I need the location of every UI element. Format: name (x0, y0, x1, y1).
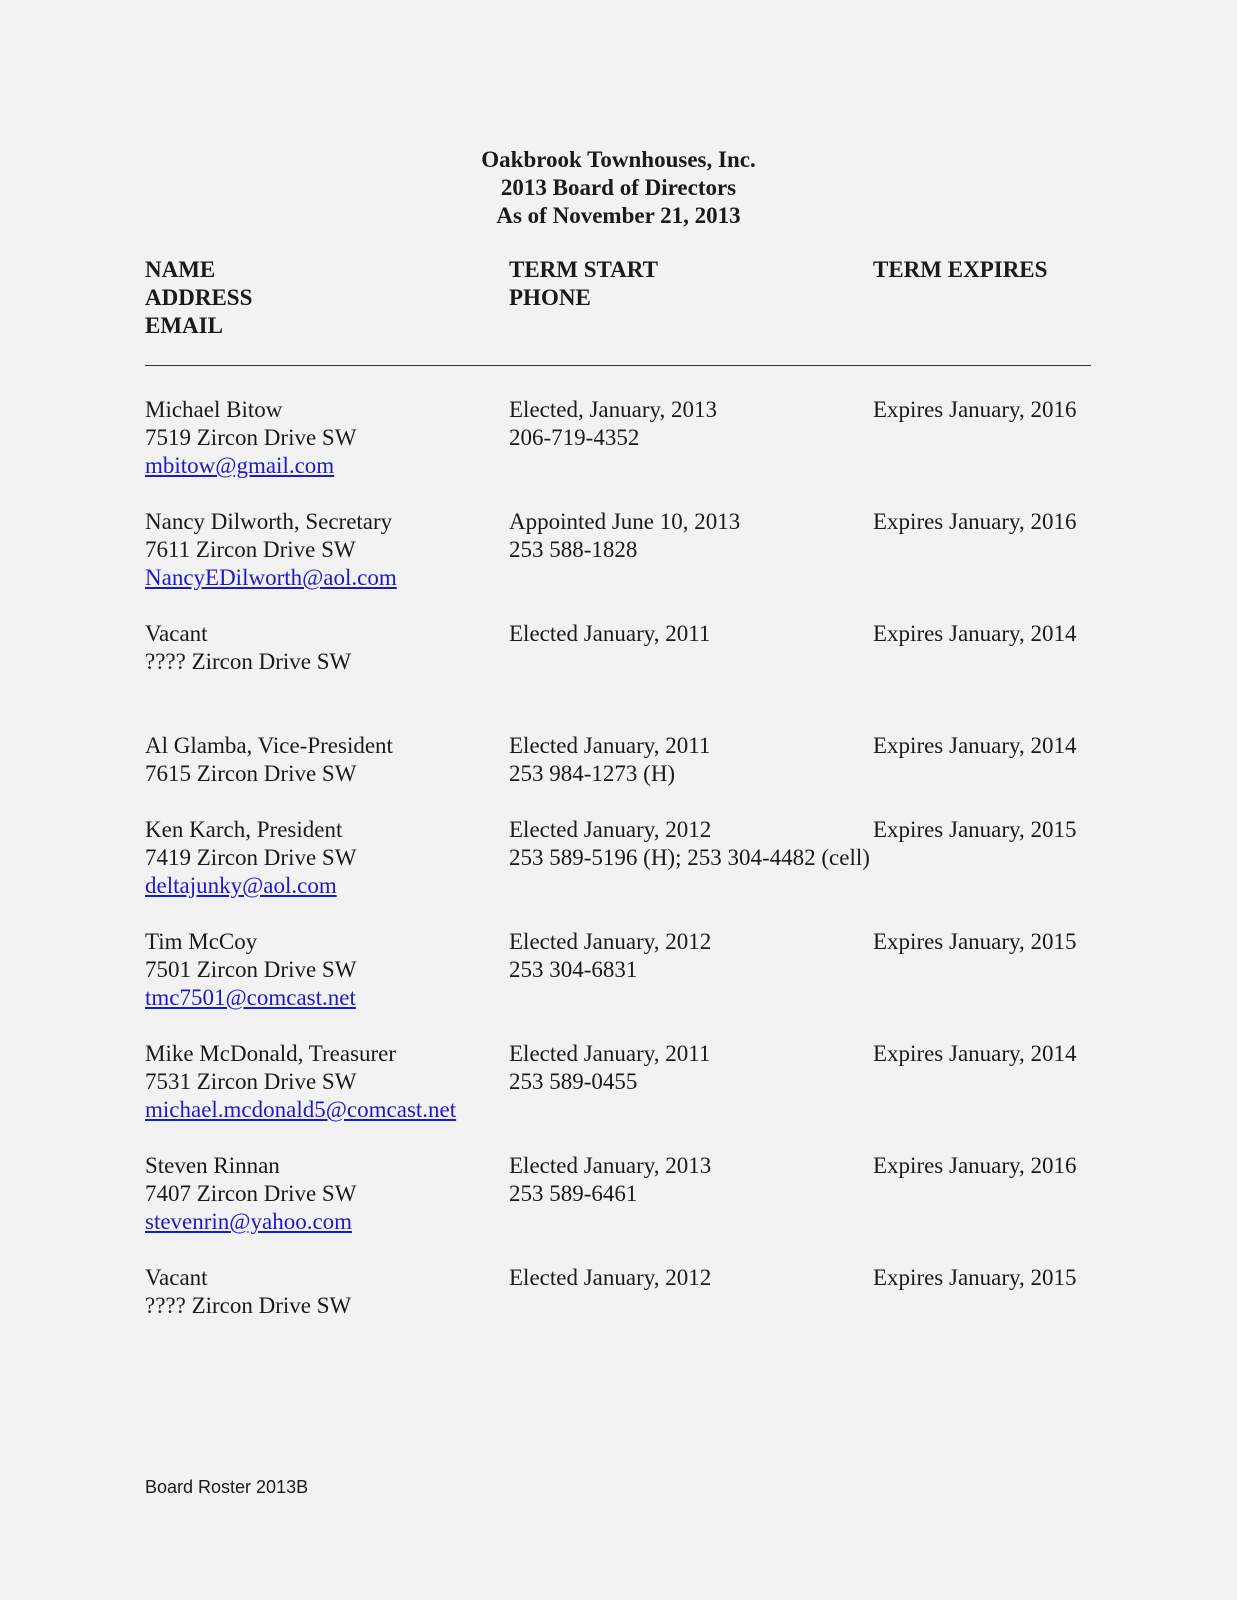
member-phone: 253 589-0455 (509, 1069, 638, 1094)
document-footer: Board Roster 2013B (145, 1477, 309, 1497)
entry-expires (873, 1040, 1077, 1068)
member-address: 7611 Zircon Drive SW (145, 537, 356, 562)
term-expires: Expires January, 2015 (873, 817, 1077, 842)
member-name: Mike McDonald, Treasurer (145, 1041, 397, 1066)
member-email-link[interactable]: deltajunky@aol.com (145, 873, 337, 898)
title-date: As of November 21, 2013 (496, 203, 741, 228)
header-column-term-start (509, 256, 658, 312)
term-expires: Expires January, 2014 (873, 1041, 1077, 1066)
term-start: Appointed June 10, 2013 (509, 509, 741, 534)
member-phone: 206-719-4352 (509, 425, 640, 450)
roster-entry (145, 816, 1090, 900)
header-divider (145, 365, 1091, 366)
member-email-link[interactable]: stevenrin@yahoo.com (145, 1209, 353, 1234)
entry-expires (873, 396, 1077, 424)
member-name: Michael Bitow (145, 397, 283, 422)
term-start: Elected January, 2012 (509, 929, 712, 954)
term-start: Elected, January, 2013 (509, 397, 717, 422)
header-address: ADDRESS (145, 285, 253, 310)
entry-term (509, 928, 711, 984)
entry-contact (145, 508, 397, 592)
entry-contact (145, 620, 351, 676)
column-headers (145, 256, 1090, 346)
entry-expires (873, 1152, 1077, 1180)
member-phone: 253 588-1828 (509, 537, 638, 562)
member-address: 7419 Zircon Drive SW (145, 845, 357, 870)
member-name: Vacant (145, 1265, 208, 1290)
member-address: 7407 Zircon Drive SW (145, 1181, 357, 1206)
member-phone: 253 589-6461 (509, 1181, 638, 1206)
header-column-name (145, 256, 252, 340)
header-phone: PHONE (509, 285, 591, 310)
entry-contact (145, 1040, 456, 1124)
entry-term (509, 1040, 710, 1096)
member-name: Steven Rinnan (145, 1153, 280, 1178)
header-column-term-expires (873, 256, 1047, 284)
term-expires: Expires January, 2016 (873, 1153, 1077, 1178)
member-phone: 253 589-5196 (H); 253 304-4482 (cell) (509, 845, 870, 870)
title-organization: Oakbrook Townhouses, Inc. (481, 147, 756, 172)
entry-term (509, 1264, 711, 1292)
title-board: 2013 Board of Directors (500, 175, 737, 200)
term-start: Elected January, 2012 (509, 817, 712, 842)
header-term-start: TERM START (509, 257, 658, 282)
member-address: ???? Zircon Drive SW (145, 649, 352, 674)
roster-entry (145, 508, 1090, 592)
member-email-link[interactable]: mbitow@gmail.com (145, 453, 335, 478)
entry-expires (873, 508, 1077, 536)
roster-entry (145, 1264, 1090, 1348)
roster-entry (145, 396, 1090, 480)
term-start: Elected January, 2012 (509, 1265, 712, 1290)
header-email: EMAIL (145, 313, 223, 338)
member-phone: 253 984-1273 (H) (509, 761, 676, 786)
entry-term (509, 816, 870, 872)
term-expires: Expires January, 2016 (873, 397, 1077, 422)
member-address: 7615 Zircon Drive SW (145, 761, 357, 786)
member-phone: 253 304-6831 (509, 957, 638, 982)
member-address: ???? Zircon Drive SW (145, 1293, 352, 1318)
entry-contact (145, 732, 393, 788)
term-start: Elected January, 2011 (509, 621, 711, 646)
entry-contact (145, 816, 356, 900)
entry-contact (145, 396, 356, 480)
roster-entry (145, 732, 1090, 816)
roster-entry (145, 620, 1090, 704)
member-address: 7531 Zircon Drive SW (145, 1069, 357, 1094)
entry-expires (873, 620, 1077, 648)
roster-entry (145, 1040, 1090, 1124)
member-email-link[interactable]: NancyEDilworth@aol.com (145, 565, 397, 590)
roster-entry (145, 928, 1090, 1012)
term-start: Elected January, 2011 (509, 733, 711, 758)
entry-term (509, 508, 740, 564)
entry-expires (873, 928, 1077, 956)
entry-term (509, 620, 710, 648)
member-email-link[interactable]: michael.mcdonald5@comcast.net (145, 1097, 457, 1122)
header-term-expires: TERM EXPIRES (873, 257, 1048, 282)
entry-contact (145, 1152, 356, 1236)
member-name: Vacant (145, 621, 208, 646)
term-start: Elected January, 2011 (509, 1041, 711, 1066)
member-name: Tim McCoy (145, 929, 258, 954)
entry-term (509, 1152, 711, 1208)
entry-expires (873, 732, 1077, 760)
term-expires: Expires January, 2016 (873, 509, 1077, 534)
member-name: Ken Karch, President (145, 817, 343, 842)
term-expires: Expires January, 2015 (873, 1265, 1077, 1290)
term-expires: Expires January, 2014 (873, 621, 1077, 646)
member-name: Al Glamba, Vice-President (145, 733, 393, 758)
entry-contact (145, 1264, 351, 1320)
member-name: Nancy Dilworth, Secretary (145, 509, 393, 534)
entry-expires (873, 816, 1077, 844)
term-expires: Expires January, 2014 (873, 733, 1077, 758)
entry-expires (873, 1264, 1077, 1292)
document-title (0, 146, 1237, 230)
entry-term (509, 396, 717, 452)
member-address: 7519 Zircon Drive SW (145, 425, 357, 450)
member-address: 7501 Zircon Drive SW (145, 957, 357, 982)
member-email-link[interactable]: tmc7501@comcast.net (145, 985, 356, 1010)
term-start: Elected January, 2013 (509, 1153, 712, 1178)
roster-entry (145, 1152, 1090, 1236)
term-expires: Expires January, 2015 (873, 929, 1077, 954)
header-name: NAME (145, 257, 216, 282)
entry-term (509, 732, 710, 788)
entry-contact (145, 928, 356, 1012)
